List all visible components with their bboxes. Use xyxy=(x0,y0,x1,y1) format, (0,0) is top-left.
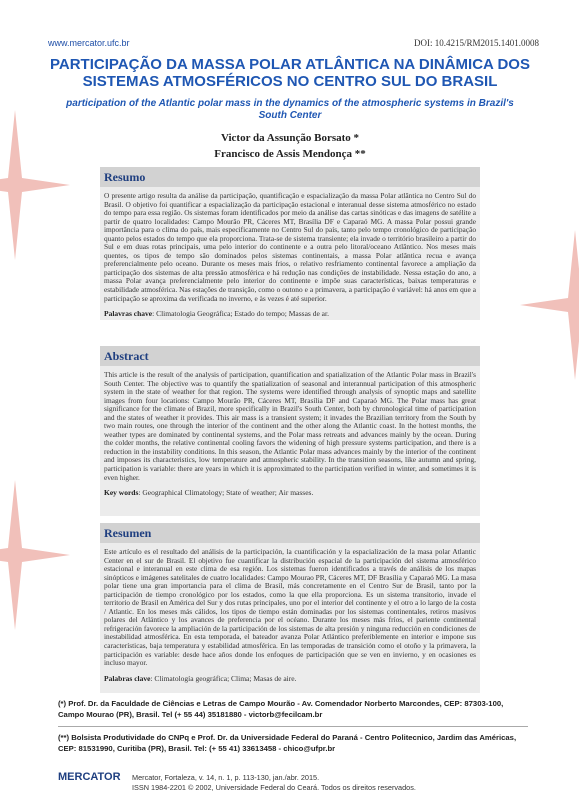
author-notes xyxy=(58,699,528,760)
author-1: Victor da Assunção Borsato * xyxy=(220,132,360,144)
authors xyxy=(60,130,520,162)
abstract-keywords-value: : Geographical Climatology; State of weather; Air masses. xyxy=(138,488,314,498)
resumo-heading: Resumo xyxy=(100,167,480,187)
footer-citation xyxy=(132,773,416,793)
resumo-keywords-label: Palavras chave xyxy=(104,309,153,319)
resumen-text: Este artículo es el resultado del análisis de la participación, la cuantificación y la espacialización de la masa polar Atlantic Center en el sur de Brasil. El objetivo fue cuantificar la distribución espacial de la participación del sistema atmosférico estacional e interanual en este clima de esa región. Los sistemas fueron identificados a través de análisis de los mapas sinópticos e imágenes satelitales de cuatro localidades: Campo Mourao PR, Cáceres MT, DF Brasília y Caparaó MG. La masa polar tiene una gran importancia para el clima de Brasil, más concretamente en el Centro Sur de Brasil, tanto por la participación de tiempo cronológico por los estados, como la que ella proporciona. Es un sistema transitorio, invade el territorio de Brasil en América del Sur y dos rutas principales, uno por el interior del continente y el otro a lo largo de la costa / Atlantic. En los meses más cálidos, los tipos de tiempo están dominadas por los sistemas continentales, retiros masivos polares del Atlántico y los avances de preferencia por el océano. Durante los meses más fríos, el pariente continental refrigeración favorece la ampliación de la participación de los sistemas de alta presión y ninguna reducción en condiciones de inestabilidad atmosférica. En esta temporada, el bateador avanza Polar Atlántico preferiblemente en interior e impone sus características, baja temperatura y estabilidad atmosférica. En las temporadas de transición como el otoño y la primavera, la participación es variable: desde hace años donde los enfoques de participación que se ven en invierno, y en ocasiones es incluso mayor. xyxy=(104,547,476,668)
doi: DOI: 10.4215/RM2015.1401.0008 xyxy=(413,38,539,48)
resumen-heading: Resumen xyxy=(100,523,480,543)
resumo-section xyxy=(100,167,480,320)
resumen-section xyxy=(100,523,480,693)
abstract-section xyxy=(100,346,480,516)
resumo-keywords xyxy=(100,303,480,318)
article-title: PARTICIPAÇÃO DA MASSA POLAR ATLÂNTICA NA DINÂMICA DOS SISTEMAS ATMOSFÉRICOS NO CENTRO SUL DO BRASIL xyxy=(50,56,530,90)
divider xyxy=(58,726,528,727)
abstract-keywords xyxy=(100,482,480,497)
resumen-keywords xyxy=(100,668,480,683)
resumen-keywords-label: Palabras clave xyxy=(104,673,151,683)
author-2: Francisco de Assis Mendonça ** xyxy=(214,148,366,160)
article-subtitle: participation of the Atlantic polar mass in the dynamics of the atmospheric systems in Brazil's South Center xyxy=(66,98,514,121)
copyright: ISSN 1984-2201 © 2002, Universidade Federal do Ceará. Todos os direitos reservados. xyxy=(132,783,416,792)
resumen-keywords-value: : Climatología geográfica; Clima; Masas de aire. xyxy=(150,673,297,683)
author-note-1: (*) Prof. Dr. da Faculdade de Ciências e Letras de Campo Mourão - Av. Comendador Norberto Marcondes, CEP: 87303-100, Campo Mourao (PR), Brasil. Tel (+ 55 44) 35181880 - victorb@fecilcam.br xyxy=(58,699,504,719)
abstract-heading: Abstract xyxy=(100,346,480,366)
citation: Mercator, Fortaleza, v. 14, n. 1, p. 113-130, jan./abr. 2015. xyxy=(132,773,320,782)
compass-star-icon xyxy=(520,230,579,380)
mercator-logo: MERCATOR xyxy=(58,771,121,783)
journal-url[interactable]: www.mercator.ufc.br xyxy=(48,38,130,48)
abstract-keywords-label: Key words xyxy=(104,488,139,498)
compass-star-icon xyxy=(0,480,70,630)
author-note-2: (**) Bolsista Produtividade do CNPq e Prof. Dr. da Universidade Federal do Paraná - Centro Politecnico, Jardim das Américas, CEP: 81531990, Curitiba (PR), Brasil. Tel: (+ 55 41) 33613458 - chico@ufpr.br xyxy=(58,733,517,753)
resumo-keywords-value: : Climatologia Geográfica; Estado do tempo; Massas de ar. xyxy=(152,309,329,319)
resumo-text: O presente artigo resulta da análise da participação, quantificação e espacialização da massa Polar atlântica no Centro Sul do Brasil. O objetivo foi quantificar a espacialização da participação estacional e interanual desse sistema atmosférico no estado do tempo para essa região. Os sistemas foram identificados por meio da análise das cartas sinóticas e das imagens de satélite a partir de quatro localidades: Campo Mourão PR, Cáceres MT, Brasília DF e Caparaó MG. A massa Polar possui grande importância para o clima do país, mais especificamente no Centro Sul do país, tanto pelo tempo cronológico de participação quanto pelos estados do tempo que ela proporciona. Trata-se de sistema transiente; ela invade o território brasileiro a partir do Sul e em duas rotas principais, uma pelo interior do continente e a outra pelo litoral/oceano Atlântico. Nos meses mais quentes, os tipos de tempo são dominados pelos sistemas continentais, a massa Polar atlântica recua e avança preferencialmente pelo oceano. Durante os meses mais frios, o relativo resfriamento continental favorece a ampliação da participação dos sistemas de alta pressão atmosférica e há redução nas condições de instabilidade. Nessa estação do ano, a massa Polar avança preferencialmente pelo interior do continente e impõe suas características, baixas temperaturas e estabilidade atmosférica. Nas estações de transição, como o outono e a primavera, a participação é variável: há anos em que a participação se aproxima da verificada no inverno, e às vezes é até superior. xyxy=(104,191,476,303)
abstract-text: This article is the result of the analysis of participation, quantification and spatialization of the Atlantic Polar mass in Brazil's South Center. The objective was to quantify the spatialization of seasonal and interannual participation of this atmospheric system in the state of weather for that region. The systems were identified through analysis of synoptic maps and satellite images from four locations: Campo Mourão PR, Cáceres MT, Brasília DF and Caparaó MG. The Polar mass has great significance for the climate of Brazil, more specifically in Brazil's South Center, both by chronological time of participation and the states of weather it provides. This air mass is a transient system; it invades the Brazilian territory from the South by two main routes, one through the interior of the continent and the other along the Atlantic coast. In the hottest months, the weather types are dominated by continental systems, and the Polar mass retreats and advances mainly by the ocean. During the colder months, the relative continental cooling favors the widening of high pressure systems participation, and there is a reduction in the instability conditions. In this season, the Atlantic Polar mass advances mainly by the interior of the continent and imposes its characteristics, low temperature and atmospheric stability. In the transition seasons, like autumn and spring, participation is variable: there are years in which it is approximated to the participation verified in winter, and sometimes it is even higher. xyxy=(104,370,476,482)
